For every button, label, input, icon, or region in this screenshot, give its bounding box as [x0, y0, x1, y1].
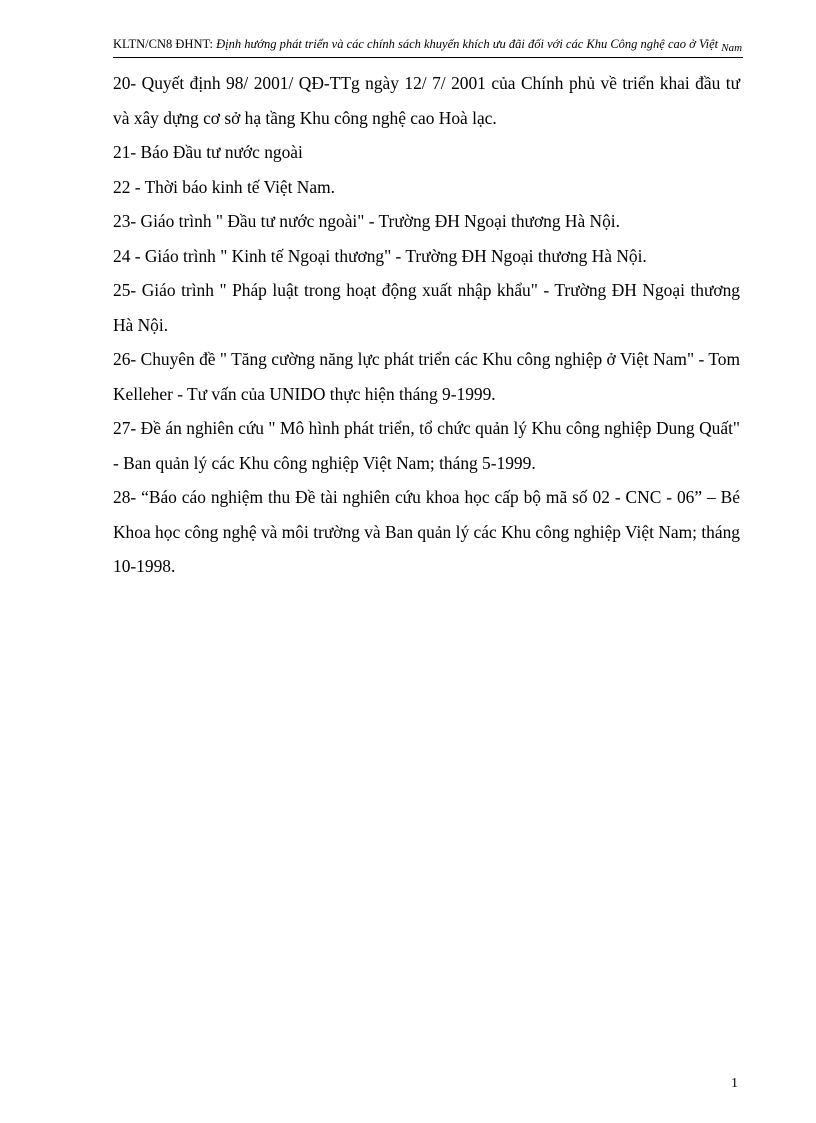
reference-item-27: 27- Đề án nghiên cứu " Mô hình phát triển, tổ chức quản lý Khu công nghiệp Dung Quất" - Ban quản lý các Khu công nghiệp Việt Nam; tháng 5-1999.: [113, 418, 740, 473]
reference-item-23: 23- Giáo trình " Đầu tư nước ngoài" - Trường ĐH Ngoại thương Hà Nội.: [113, 211, 620, 231]
header-code: KLTN/CN8 ĐHNT:: [113, 37, 213, 51]
page-number: 1: [731, 1076, 738, 1091]
reference-item-21: 21- Báo Đầu tư nước ngoài: [113, 142, 303, 162]
reference-item-25: 25- Giáo trình " Pháp luật trong hoạt động xuất nhập khẩu" - Trường ĐH Ngoại thương Hà Nội.: [113, 280, 740, 335]
header-title: Định hướng phát triển và các chính sách khuyến khích ưu đãi đối với các Khu Công nghệ cao ở Việt: [216, 37, 719, 51]
reference-list: [113, 66, 740, 584]
reference-item-26: 26- Chuyên đề " Tăng cường năng lực phát triển các Khu công nghiệp ở Việt Nam" - Tom Kelleher - Tư vấn của UNIDO thực hiện tháng 9-1999.: [113, 349, 740, 404]
reference-item-22: 22 - Thời báo kinh tế Việt Nam.: [113, 176, 335, 197]
header-title-end: Nam: [721, 42, 743, 54]
reference-item-20: 20- Quyết định 98/ 2001/ QĐ-TTg ngày 12/ 7/ 2001 của Chính phủ về triển khai đầu tư và xây dựng cơ sở hạ tầng Khu công nghệ cao Hoà lạc.: [113, 73, 740, 128]
reference-item-24: 24 - Giáo trình " Kinh tế Ngoại thương" - Trường ĐH Ngoại thương Hà Nội.: [113, 245, 647, 266]
reference-item-28: 28- “Báo cáo nghiệm thu Đề tài nghiên cứu khoa học cấp bộ mã số 02 - CNC - 06” – Bé Khoa học công nghệ và môi trường và Ban quản lý các Khu công nghiệp Việt Nam; tháng 10-1998.: [113, 487, 740, 576]
page-header: [113, 37, 743, 58]
